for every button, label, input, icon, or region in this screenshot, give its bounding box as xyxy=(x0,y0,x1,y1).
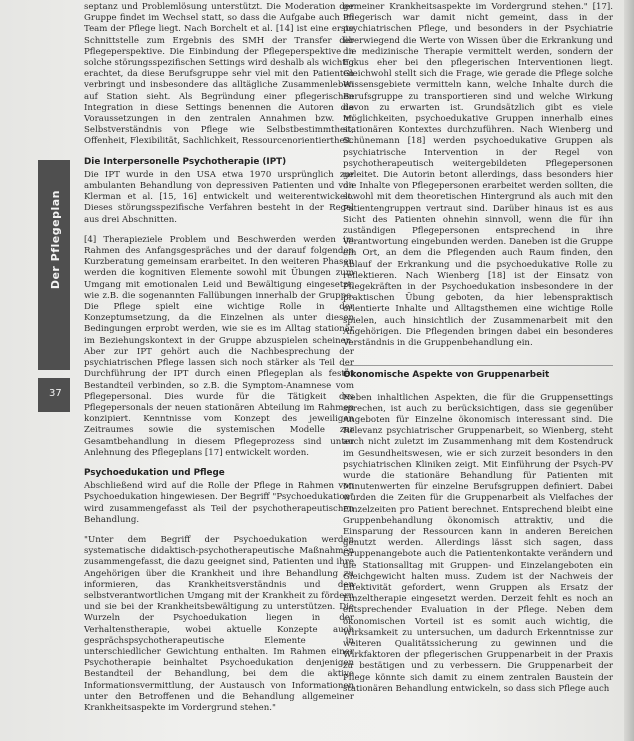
ipt-paragraph-2: [4] Therapieziele Problem und Beschwerden werden im Rahmen des Anfangsgespräches und der darauf folgenden Kurzberatung gemeinsam erarbeitet. In den weiteren Phasen werden die kognitiven Elemente sowohl mit Übungen zum Umgang mit emotionalen Leid und Bewältigung eingesetzt, wie z.B. die sogenannten Fallübungen innerhalb der Gruppe. Die Pflege spielt eine wichtige Rolle in der Konzeptumsetzung, da die Einzelnen als unter diesen Bedingungen erprobt werden, wie sie es im Alltag stationär im Beziehungskontext in der Gruppe abzuspielen scheinen. Aber zur IPT gehört auch die Nachbesprechung der psychiatrischen Pflege lassen sich noch stärker als Teil der Durchführung der IPT durch einen Pflegeplan als fester Bestandteil verbinden, so z.B. die Symptom-Anamnese vom Pflegepersonal. Dies wurde für die Tätigkeit des Pflegepersonals der neuen stationären Abteilung im Rahmen konzipiert. Kenntnisse vom Konzept des jeweiligen Zeitraumes sowie die systemischen Modelle zur Gesamtbehandlung in diesem Pflegeprozess sind unter Anlehnung des Pflegeplans [17] entwickelt worden. xyxy=(84,234,354,458)
chapter-tab-label: Der Pflegeplan xyxy=(49,190,62,290)
section-heading-economics: Ökonomische Aspekte von Gruppenarbeit xyxy=(343,370,550,381)
left-text-column xyxy=(84,2,354,714)
right-text-column xyxy=(343,2,613,695)
economics-paragraph: Neben inhaltlichen Aspekten, die für die Gruppensettings sprechen, ist auch zu berücksichtigen, dass sie gegenüber Angeboten für Einzelne ökonomisch interessant sind. Die Relevanz psychiatrischer Gruppenarbeit, so Wienberg, steht auch nicht zuletzt im Zusammenhang mit dem Kostendruck im Gesundheitswesen, wie er sich zurzeit besonders in den psychiatrischen Kliniken zeigt. Mit Einführung der Psych-PV wurde die stationäre Behandlung für Patienten mit Minutenwerten für einzelne Berufsgruppen definiert. Dabei wurden die Zeiten für die Gruppenarbeit als Vielfaches der Einzelzeiten pro Patient berechnet. Entsprechend bleibt eine Gruppenbehandlung ökonomisch attraktiv, und die Einsparung der Ressourcen kann in anderen Bereichen genutzt werden. Allerdings lässt sich sagen, dass Gruppenangebote auch die Patientenkontakte verändern und die Stationsalltag mit Gruppen- und Einzelangeboten ein Gleichgewicht halten muss. Zudem ist der Nachweis der Effektivität gefordert, wenn Gruppen als Ersatz der Einzeltherapie eingesetzt werden. Derzeit fehlt es noch an entsprechender Evaluation in der Pflege. Neben dem ökonomischen Vorteil ist es somit auch wichtig, die Wirksamkeit zu untersuchen, um dadurch Erkenntnisse zur weiteren Qualitätssicherung zu gewinnen und die Wirkfaktoren der pflegerischen Gruppenarbeit in der Praxis zu bestätigen und zu verbessern. Die Gruppenarbeit der Pflege könnte sich damit zu einem zentralen Baustein der stationären Behandlung entwickeln, so dass sich Pflege auch xyxy=(343,392,613,694)
intro-paragraph: septanz und Problemlösung unterstützt. Die Moderation der Gruppe findet im Wechsel statt, so dass die Aufgabe auch im Team der Pflege liegt. Nach Borchelt et al. [14] ist eine erste Schnittstelle zum Ergebnis des SMH der Transfer der Pflegeperspektive. Die Einbindung der Pflegeperspektive in solche störungsspezifischen Settings wird deshalb als wichtig erachtet, da diese Berufsgruppe sehr viel mit den Patienten verbringt und insbesondere das alltägliche Zusammenleben auf Station sieht. Als Begründung einer pflegerischen Integration in diese Settings benennen die Autoren die Voraussetzungen in den zentralen Annahmen bzw. im Selbstverständnis von Pflege wie Selbstbestimmtheit, Offenheit, Flexibilität, Sachlichkeit, Ressourcenorientiertheit. xyxy=(84,2,354,147)
psychoeducation-quote: "Unter dem Begriff der Psychoedukation werden systematische didaktisch-psychotherapeutische Maßnahmen zusammengefasst, die dazu geeignet sind, Patienten und ihre Angehörigen über die Krankheit und ihre Behandlung zu informieren, das Krankheitsverständnis und den selbstverantwortlichen Umgang mit der Krankheit zu fördern und sie bei der Krankheitsbewältigung zu unterstützen. Die Wurzeln der Psychoedukation liegen in der Verhaltenstherapie, wobei aktuelle Konzepte auch gesprächspsychotherapeutische Elemente in unterschiedlicher Gewichtung enthalten. Im Rahmen einer Psychotherapie beinhaltet Psychoedukation denjenigen Bestandteil der Behandlung, bei dem die aktive Informationsvermittlung, der Austausch von Informationen unter den Betroffenen und die Behandlung allgemeiner Krankheitsaspekte im Vordergrund stehen." xyxy=(84,534,354,713)
chapter-side-tab xyxy=(0,0,80,741)
section-heading-psychoeducation: Psychoedukation und Pflege xyxy=(84,467,225,478)
page-number: 37 xyxy=(49,388,62,399)
ipt-paragraph-1: Die IPT wurde in den USA etwa 1970 ursprünglich zur ambulanten Behandlung von depressiven Patienten und von Klerman et al. [15, 16] entwickelt und weiterentwickelt. Dieses störungsspezifische Verfahren besteht in der Regel aus drei Abschnitten. xyxy=(84,169,354,225)
section-heading-ipt: Die Interpersonelle Psychotherapie (IPT) xyxy=(84,156,287,167)
psychoeducation-paragraph: Abschließend wird auf die Rolle der Pflege in Rahmen von Psychoedukation hingewiesen. Der Begriff "Psychoedukation" wird zusammengefasst als Teil der psychotherapeutischen Behandlung. xyxy=(84,481,354,525)
continuation-paragraph: gemeiner Krankheitsaspekte im Vordergrund stehen." [17]. Pflegerisch war damit nicht gemeint, dass in der psychiatrischen Pflege, und besonders in der Psychiatrie überwiegend die Werte von Wissen über die Erkrankung und die medizinische Therapie vermittelt werden, sondern der Fokus eher bei den pflegerischen Interventionen liegt. Gleichwohl stellt sich die Frage, wie gerade die Pflege solche Wissensgebiete vermitteln kann, welche Inhalte durch die Berufsgruppe zu transportieren sind und welche Wirkung davon zu erwarten ist. Grundsätzlich gibt es viele Möglichkeiten, psychoedukative Gruppen innerhalb eines stationären Kontextes durchzuführen. Nach Wienberg und Schünemann [18] werden psychoedukative Gruppen als psychiatrische Intervention in der Regel von psychotherapeutisch weitergebildeten Pflegepersonen geleitet. Die Autorin betont allerdings, dass besonders hier die Inhalte von Pflegepersonen erarbeitet werden sollten, die sowohl mit dem theoretischen Hintergrund als auch mit den Patientengruppen vertraut sind. Darüber hinaus ist es aus Sicht des Patienten ohnehin sinnvoll, wenn die für ihn zuständigen Pflegepersonen entsprechend in ihre Verantwortung eingebunden werden. Daneben ist die Gruppe ein Ort, an dem die Pflegenden auch Raum finden, den Ablauf der Erkrankung und die psychoedukative Rolle zu reflektieren. Nach Wienberg [18] ist der Einsatz von Pflegekräften in der Psychoedukation insbesondere in der praktischen Übung geboten, da hier lebenspraktisch orientierte Inhalte und Alltagsthemen eine wichtige Rolle spielen, auch hinsichtlich der Zusammenarbeit mit den Angehörigen. Die Pflegenden bringen dabei ein besonderes Verständnis in die Gruppenbehandlung ein. xyxy=(343,2,613,349)
section-divider xyxy=(343,365,613,366)
page-edge-shadow xyxy=(624,0,634,741)
